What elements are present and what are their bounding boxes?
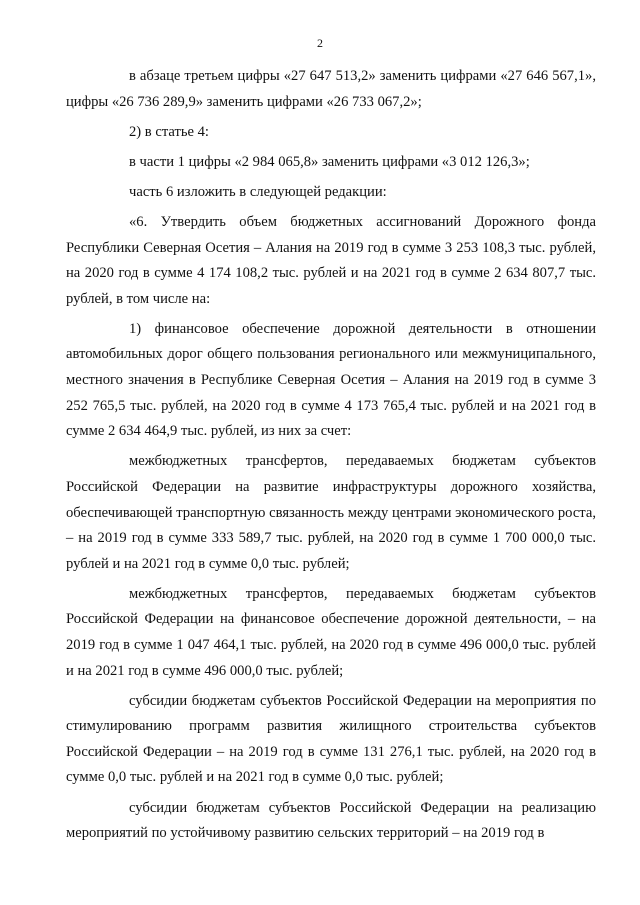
paragraph-subsidies-rural: субсидии бюджетам субъектов Российской Федерации на реализацию мероприятий по устойчивому развитию сельских территорий – на 2019 год в bbox=[66, 799, 596, 842]
paragraph-road-fund-volume: «6. Утвердить объем бюджетных ассигнований Дорожного фонда Республики Северная Осетия – Алания на 2019 год в сумме 3 253 108,3 тыс. рублей, на 2020 год в сумме 4 174 108,2 тыс. рублей и на 2021 год в сумме 2 634 807,7 тыс. рублей, в том числе на: bbox=[66, 213, 596, 307]
paragraph-amend-third-clause: в абзаце третьем цифры «27 647 513,2» заменить цифрами «27 646 567,1», цифры «26 736 289,9» заменить цифрами «26 733 067,2»; bbox=[66, 68, 596, 110]
paragraph-transfers-infrastructure: межбюджетных трансфертов, передаваемых бюджетам субъектов Российской Федерации на развитие инфраструктуры дорожного хозяйства, обеспечивающей транспортную связанность между центрами экономического роста, – на 2019 год в сумме 333 589,7 тыс. рублей, на 2020 год в сумме 1 700 000,0 тыс. рублей и на 2021 год в сумме 0,0 тыс. рублей; bbox=[66, 453, 596, 572]
page-number: 2 bbox=[317, 36, 323, 50]
paragraph-part-6-intro: часть 6 изложить в следующей редакции: bbox=[129, 183, 387, 200]
paragraph-financial-support-roads: 1) финансовое обеспечение дорожной деятельности в отношении автомобильных дорог общего пользования регионального или межмуниципального, местного значения в Республике Северная Осетия – Алания на 2019 год в сумме 3 252 765,5 тыс. рублей, на 2020 год в сумме 4 173 765,4 тыс. рублей и на 2021 год в сумме 2 634 464,9 тыс. рублей, из них за счет: bbox=[66, 320, 596, 440]
document-body bbox=[66, 64, 596, 851]
paragraph-part-1-amendment: в части 1 цифры «2 984 065,8» заменить цифрами «3 012 126,3»; bbox=[129, 153, 530, 170]
paragraph-subsidies-housing: субсидии бюджетам субъектов Российской Федерации на мероприятия по стимулированию программ развития жилищного строительства субъектов Российской Федерации – на 2019 год в сумме 131 276,1 тыс. рублей, на 2020 год в сумме 0,0 тыс. рублей и на 2021 год в сумме 0,0 тыс. рублей; bbox=[66, 692, 596, 786]
paragraph-article-4-heading: 2) в статье 4: bbox=[129, 123, 209, 140]
paragraph-transfers-road-activity: межбюджетных трансфертов, передаваемых бюджетам субъектов Российской Федерации на финансовое обеспечение дорожной деятельности, – на 2019 год в сумме 1 047 464,1 тыс. рублей, на 2020 год в сумме 496 000,0 тыс. рублей и на 2021 год в сумме 496 000,0 тыс. рублей; bbox=[66, 585, 596, 679]
